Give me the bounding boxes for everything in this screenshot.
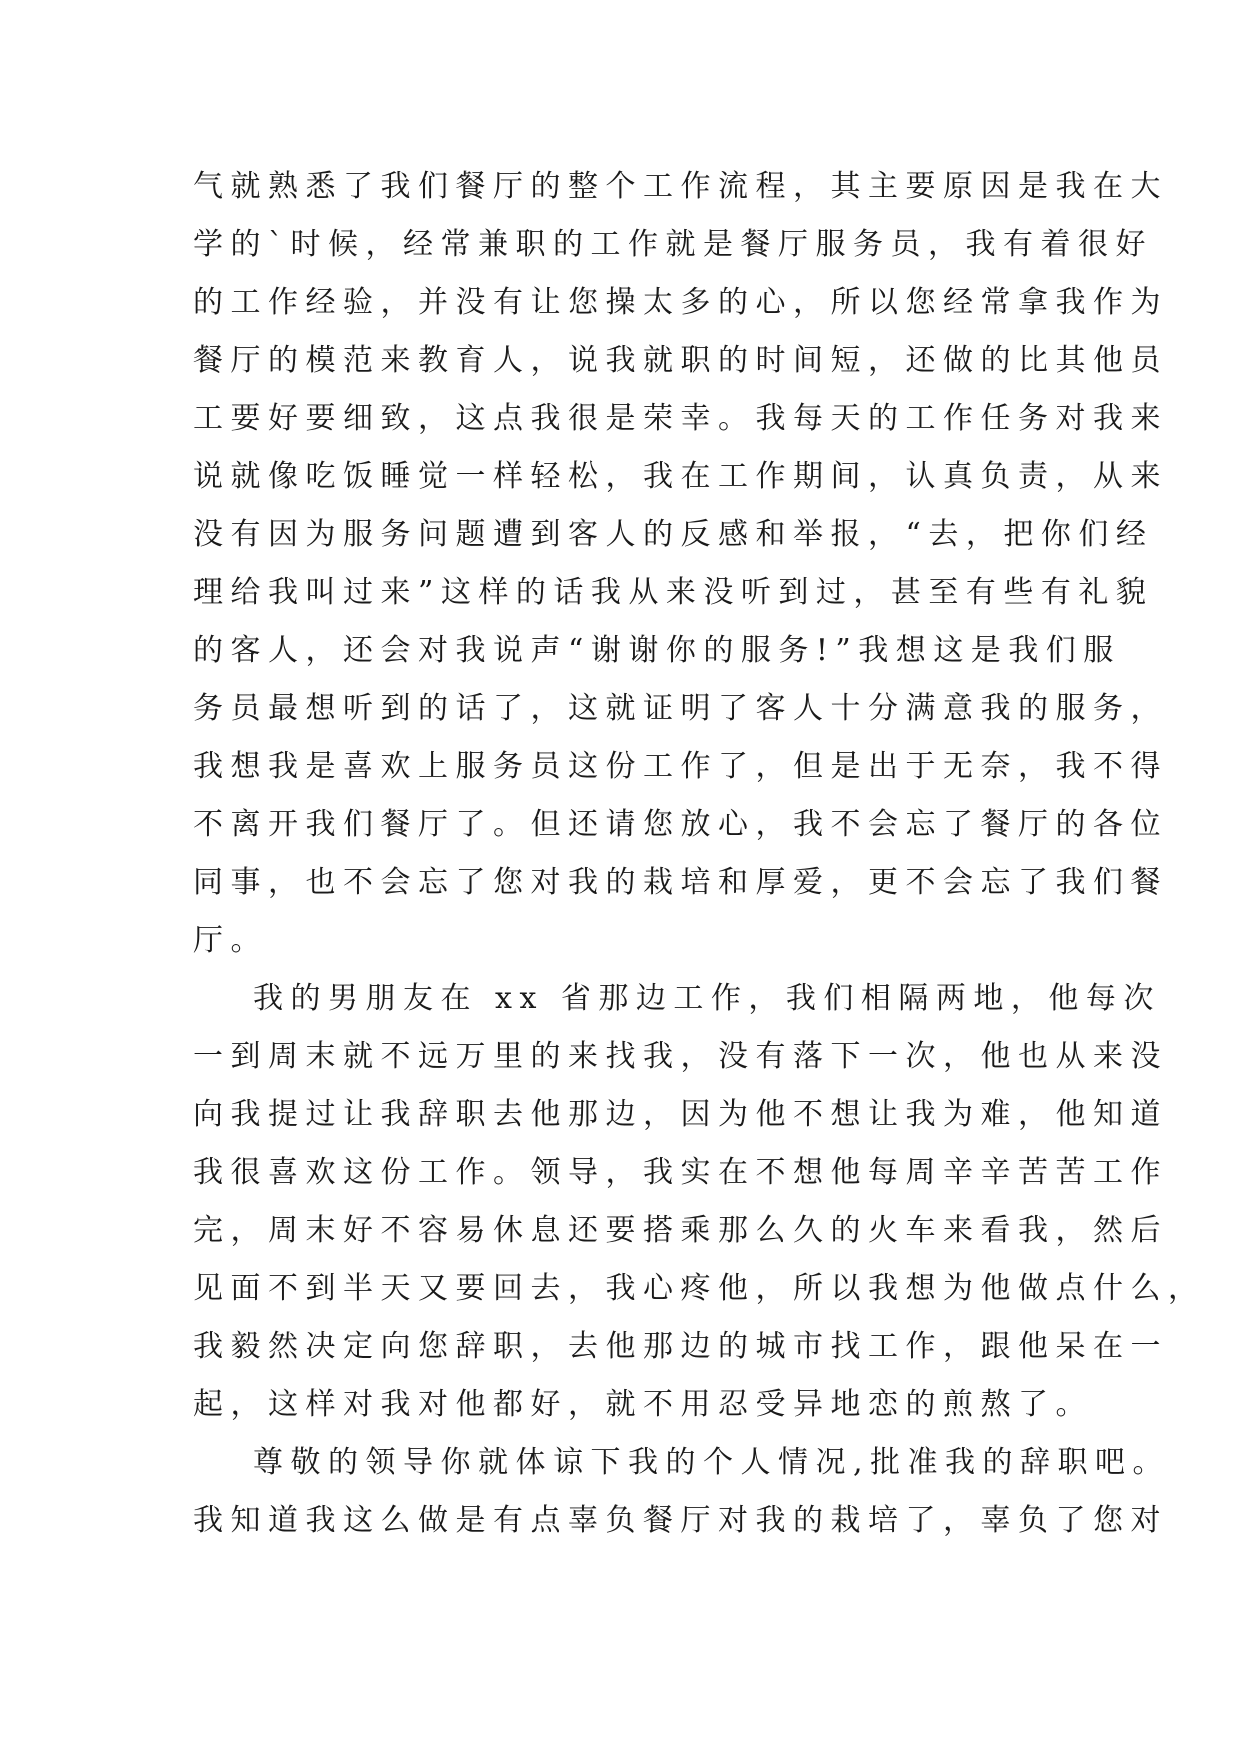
text-line-8: 理给我叫过来”这样的话我从来没听到过，甚至有些有礼貌: [193, 575, 1154, 610]
text-line-24: 我知道我这么做是有点辜负餐厅对我的栽培了，辜负了您对: [193, 1503, 1168, 1538]
text-line-2: 学的`时候，经常兼职的工作就是餐厅服务员，我有着很好: [193, 227, 1153, 262]
text-line-7: 没有因为服务问题遭到客人的反感和举报，“去，把你们经: [193, 517, 1154, 552]
text-line-3: 的工作经验，并没有让您操太多的心，所以您经常拿我作为: [193, 285, 1168, 320]
text-line-22: 起，这样对我对他都好，就不用忍受异地恋的煎熬了。: [193, 1387, 1093, 1422]
text-line-20: 见面不到半天又要回去，我心疼他，所以我想为他做点什么，: [193, 1271, 1206, 1306]
text-line-1: 气就熟悉了我们餐厅的整个工作流程，其主要原因是我在大: [193, 169, 1168, 204]
text-line-4: 餐厅的模范来教育人，说我就职的时间短，还做的比其他员: [193, 343, 1168, 378]
text-line-18: 我很喜欢这份工作。领导，我实在不想他每周辛辛苦苦工作: [193, 1155, 1168, 1190]
text-line-10: 务员最想听到的话了，这就证明了客人十分满意我的服务，: [193, 691, 1168, 726]
text-line-23: 尊敬的领导你就体谅下我的个人情况,批准我的辞职吧。: [253, 1445, 1171, 1480]
text-line-9: 的客人，还会对我说声“谢谢你的服务!”我想这是我们服: [193, 633, 1121, 668]
text-line-21: 我毅然决定向您辞职，去他那边的城市找工作，跟他呆在一: [193, 1329, 1168, 1364]
text-line-15: 我的男朋友在 xx 省那边工作，我们相隔两地，他每次: [253, 981, 1161, 1016]
text-line-17: 向我提过让我辞职去他那边，因为他不想让我为难，他知道: [193, 1097, 1168, 1132]
text-line-19: 完，周末好不容易休息还要搭乘那么久的火车来看我，然后: [193, 1213, 1168, 1248]
text-line-16: 一到周末就不远万里的来找我，没有落下一次，他也从来没: [193, 1039, 1168, 1074]
text-line-11: 我想我是喜欢上服务员这份工作了，但是出于无奈，我不得: [193, 749, 1168, 784]
text-line-5: 工要好要细致，这点我很是荣幸。我每天的工作任务对我来: [193, 401, 1168, 436]
text-line-14: 厅。: [193, 923, 268, 958]
text-line-6: 说就像吃饭睡觉一样轻松，我在工作期间，认真负责，从来: [193, 459, 1168, 494]
text-line-12: 不离开我们餐厅了。但还请您放心，我不会忘了餐厅的各位: [193, 807, 1168, 842]
text-line-13: 同事，也不会忘了您对我的栽培和厚爱，更不会忘了我们餐: [193, 865, 1168, 900]
body-text: [193, 158, 1206, 1550]
